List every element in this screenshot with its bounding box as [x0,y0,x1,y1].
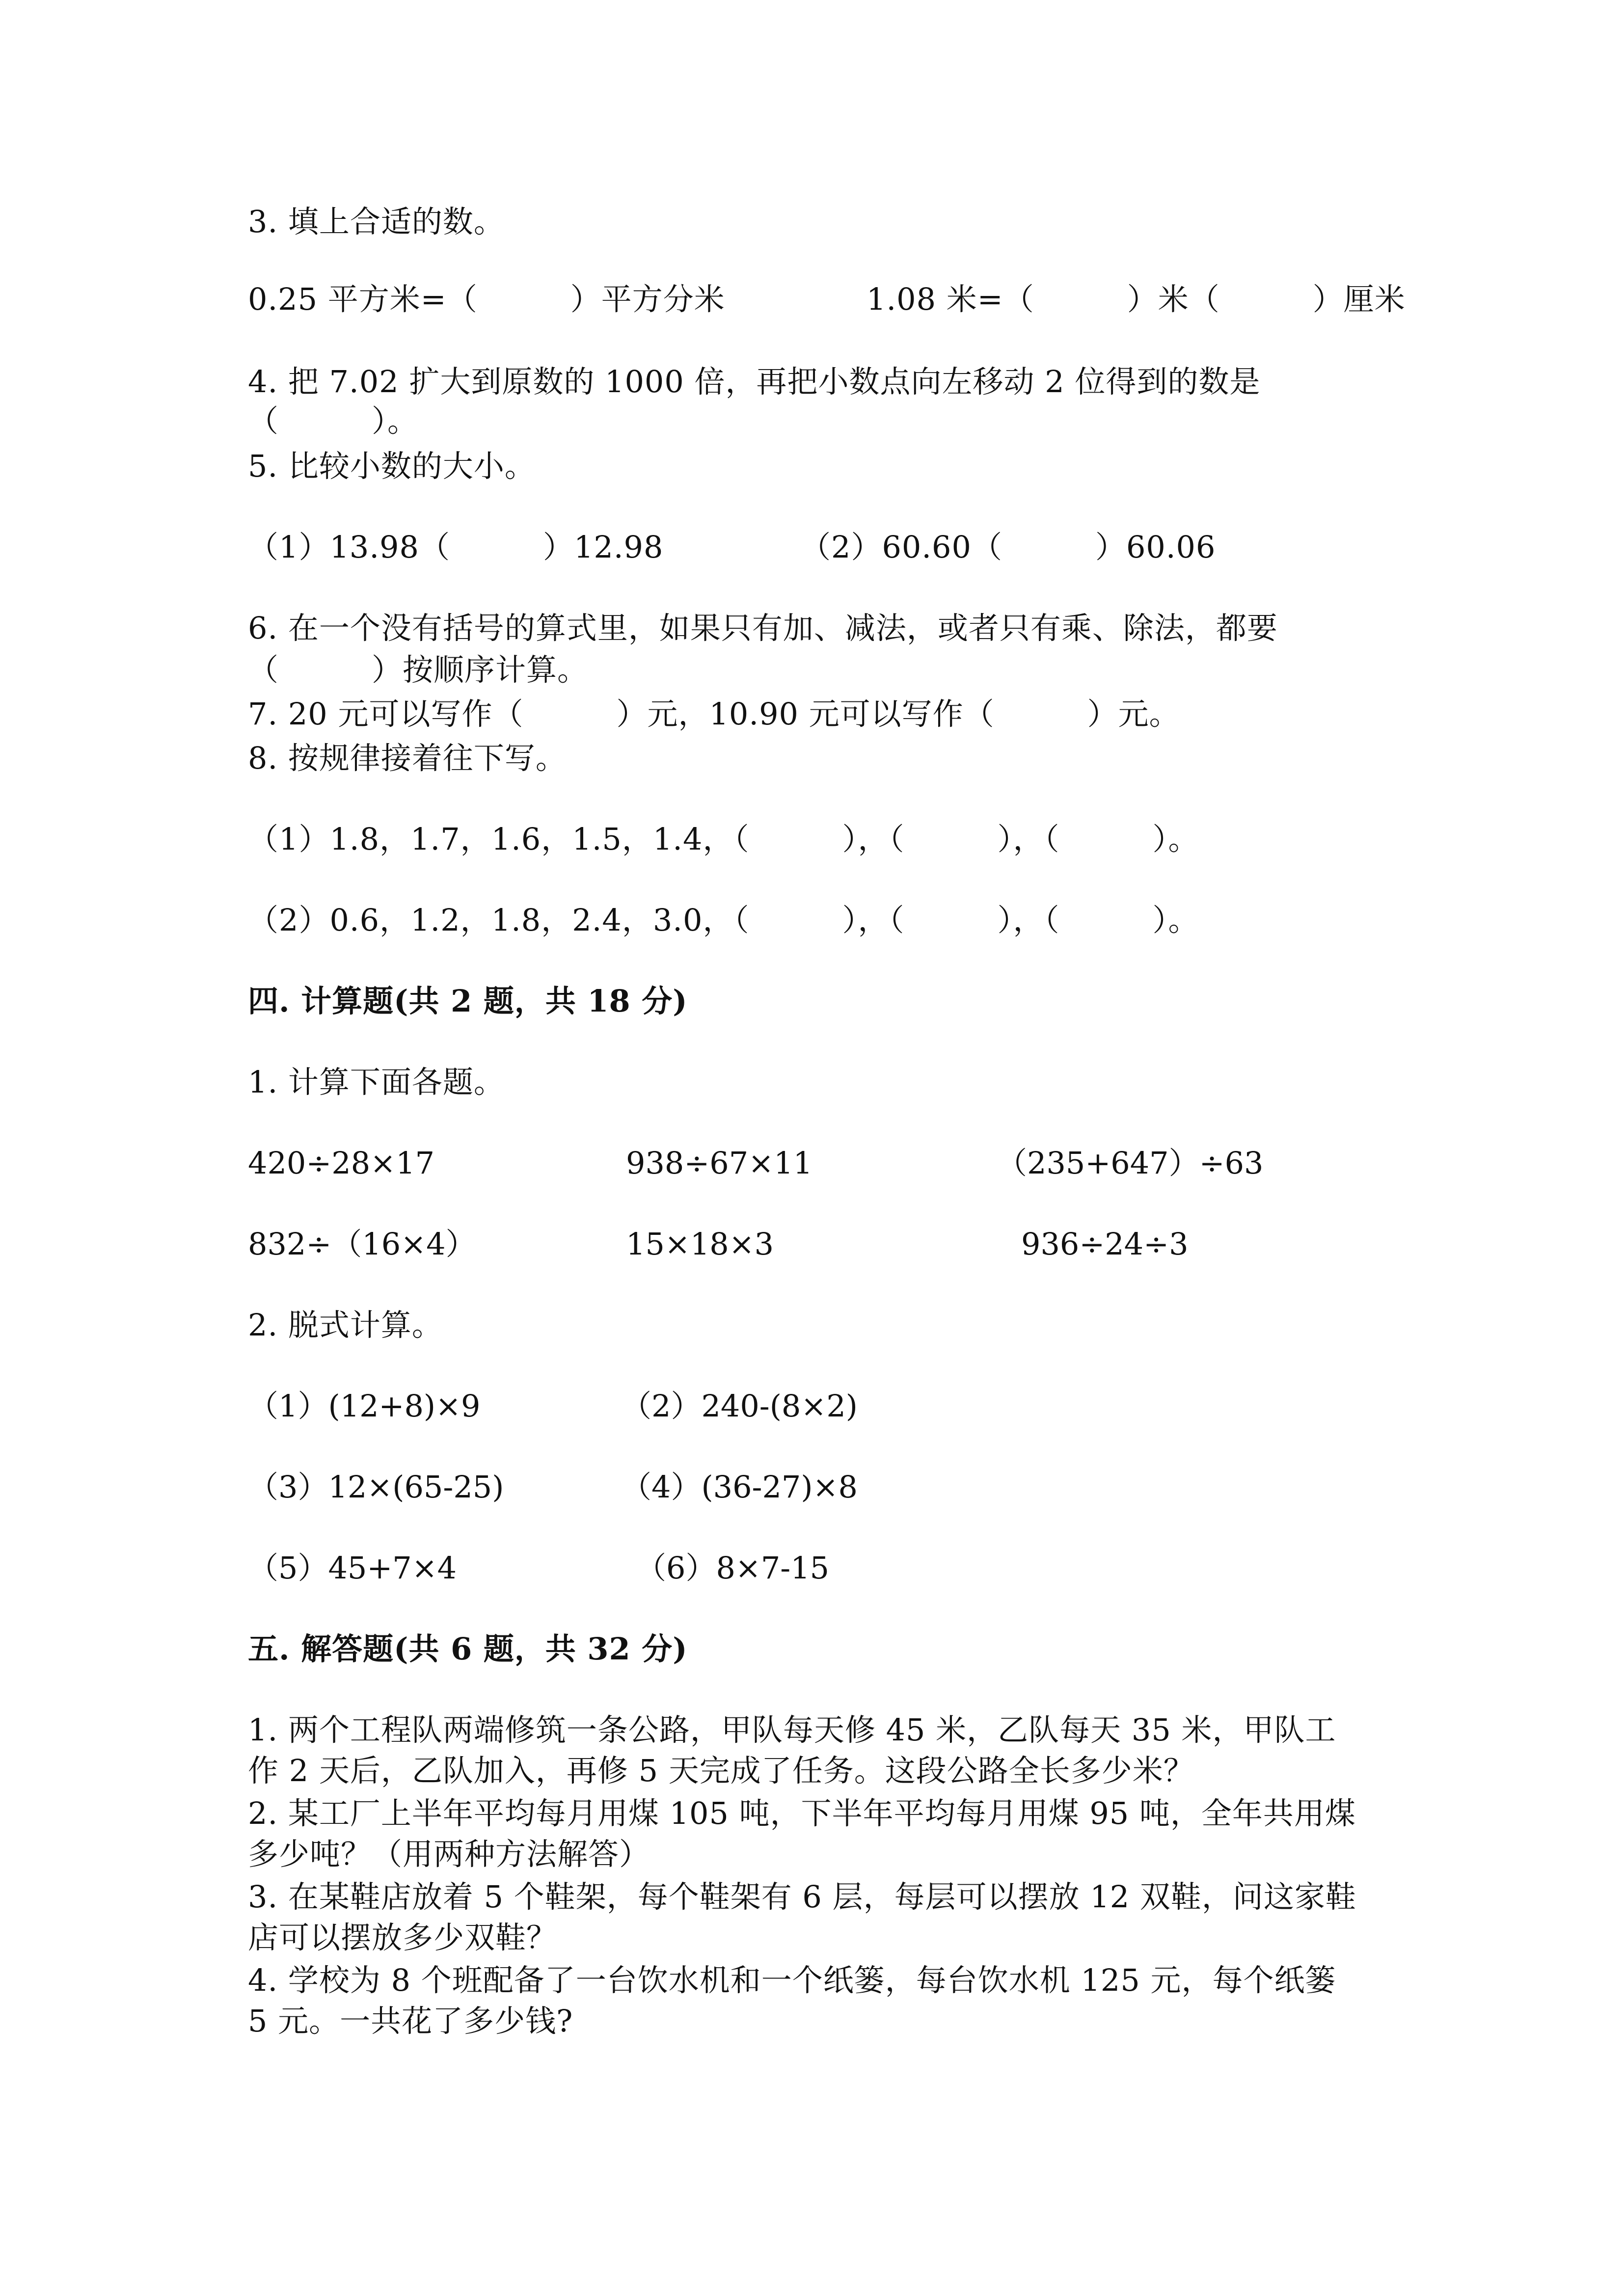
s5-q2-line-2: 多少吨？（用两种方法解答） [248,1836,650,1872]
q6-line-2: （ ）按顺序计算。 [248,652,589,688]
s5-q3-line-2: 店可以摆放多少双鞋？ [248,1920,558,1955]
q8-item-2: （2）0.6，1.2，1.8，2.4，3.0，（ ），（ ），（ ）。 [248,902,1199,938]
step-calc-item: （5）45+7×4 [248,1550,457,1586]
q4-line-2: （ ）。 [248,403,419,439]
section-5-heading: 五. 解答题(共 6 题，共 32 分) [248,1631,688,1667]
s5-q3-line-1: 3. 在某鞋店放着 5 个鞋架，每个鞋架有 6 层，每层可以摆放 12 双鞋，问这家鞋 [248,1879,1356,1915]
s5-q4-line-1: 4. 学校为 8 个班配备了一台饮水机和一个纸篓，每台饮水机 125 元，每个纸篓 [248,1962,1336,1998]
q7-line-1: 7. 20 元可以写作（ ）元，10.90 元可以写作（ ）元。 [248,696,1180,732]
s5-q1-line-2: 作 2 天后，乙队加入，再修 5 天完成了任务。这段公路全长多少米？ [248,1753,1194,1789]
calc-item: 832÷（16×4） [248,1226,476,1262]
q8-item-1: （1）1.8，1.7，1.6，1.5，1.4，（ ），（ ），（ ）。 [248,821,1199,857]
calc-item: 420÷28×17 [248,1145,435,1181]
q8-prompt: 8. 按规律接着往下写。 [248,740,567,776]
calc-item: 936÷24÷3 [1021,1226,1189,1262]
q4-line-1: 4. 把 7.02 扩大到原数的 1000 倍，再把小数点向左移动 2 位得到的数是 [248,364,1261,400]
s4-q2-prompt: 2. 脱式计算。 [248,1307,443,1343]
step-calc-item: （3）12×(65-25) [248,1469,504,1505]
s5-q4-line-2: 5 元。一共花了多少钱? [248,2003,573,2039]
section-4-heading: 四. 计算题(共 2 题，共 18 分) [248,983,688,1019]
step-calc-item: （6）8×7-15 [636,1550,830,1586]
s5-q1-line-1: 1. 两个工程队两端修筑一条公路，甲队每天修 45 米，乙队每天 35 米，甲队工 [248,1712,1336,1748]
calc-item: 938÷67×11 [626,1145,813,1181]
step-calc-item: （2）240-(8×2) [621,1388,858,1424]
q3-item-2: 1.08 米=（ ）米（ ）厘米 [866,281,1406,317]
s4-q1-prompt: 1. 计算下面各题。 [248,1064,505,1100]
q6-line-1: 6. 在一个没有括号的算式里，如果只有加、减法，或者只有乘、除法，都要 [248,610,1278,646]
step-calc-item: （4）(36-27)×8 [621,1469,858,1505]
q5-item-2: （2）60.60（ ）60.06 [800,529,1216,565]
calc-item: 15×18×3 [626,1226,774,1262]
q3-prompt: 3. 填上合适的数。 [248,204,505,240]
q3-item-1: 0.25 平方米=（ ）平方分米 [248,281,725,317]
calc-item: （235+647）÷63 [997,1145,1264,1181]
q5-item-1: （1）13.98（ ）12.98 [248,529,664,565]
s5-q2-line-1: 2. 某工厂上半年平均每月用煤 105 吨，下半年平均每月用煤 95 吨，全年共用煤 [248,1795,1356,1831]
q5-prompt: 5. 比较小数的大小。 [248,448,536,484]
step-calc-item: （1）(12+8)×9 [248,1388,481,1424]
